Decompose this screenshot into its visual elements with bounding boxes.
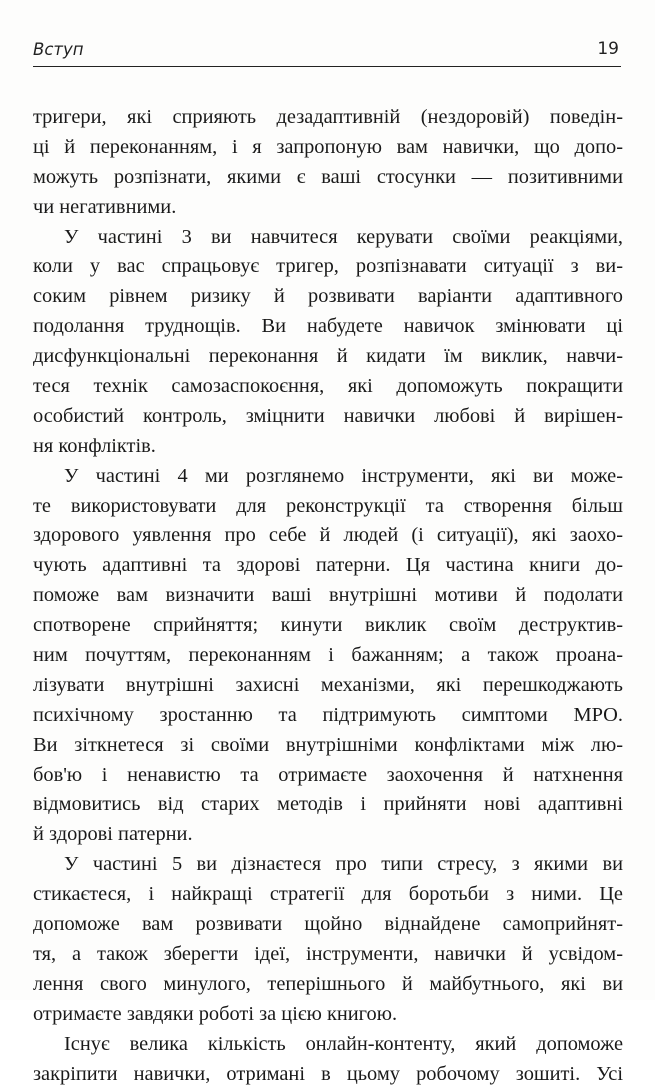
text-line: подолання труднощів. Ви набудете навичок змінювати ці — [33, 312, 623, 342]
text-line: поможе вам визначити ваші внутрішні мотиви й подолати — [33, 581, 623, 611]
text-line: ня конфліктів. — [33, 432, 623, 462]
text-line: У частині 3 ви навчитеся керувати своїми реакціями, — [33, 223, 623, 253]
text-line: коли у вас спрацьовує тригер, розпізнавати ситуації з ви- — [33, 252, 623, 282]
text-line: спотворене сприйняття; кинути виклик своїм деструктив- — [33, 611, 623, 641]
text-line: те використовувати для реконструкції та створення більш — [33, 492, 623, 522]
body-text — [33, 103, 623, 1089]
text-line: Існує велика кількість онлайн-контенту, який допоможе — [33, 1030, 623, 1060]
text-line: отримаєте завдяки роботі за цією книгою. — [33, 1000, 623, 1030]
text-line: чи негативними. — [33, 193, 623, 223]
text-line: допоможе вам розвивати щойно віднайдене самоприйнят- — [33, 910, 623, 940]
text-line: Ви зіткнетеся зі своїми внутрішніми конфліктами між лю- — [33, 731, 623, 761]
text-line: соким рівнем ризику й розвивати варіанти адаптивного — [33, 282, 623, 312]
section-title: Вступ — [33, 40, 84, 59]
text-line: дисфункціональні переконання й кидати їм виклик, навчи- — [33, 342, 623, 372]
text-line: відмовитись від старих методів і прийняти нові адаптивні — [33, 790, 623, 820]
text-line: здорового уявлення про себе й людей (і ситуації), які заохо- — [33, 521, 623, 551]
running-header — [33, 38, 621, 67]
text-line: закріпити навички, отримані в цьому робочому зошиті. Усі — [33, 1060, 623, 1089]
text-line: психічному зростанню та підтримують симптоми МРО. — [33, 701, 623, 731]
text-line: У частині 5 ви дізнаєтеся про типи стресу, з якими ви — [33, 850, 623, 880]
text-line: бов'ю і ненавистю та отримаєте заохочення й натхнення — [33, 761, 623, 791]
text-line: особистий контроль, зміцнити навички любові й вирішен- — [33, 402, 623, 432]
text-line: ним почуттям, переконанням і бажанням; а також проана- — [33, 641, 623, 671]
text-line: ці й переконанням, і я запропоную вам навички, що допо- — [33, 133, 623, 163]
page-number: 19 — [597, 39, 619, 59]
text-line: й здорові патерни. — [33, 820, 623, 850]
text-line: тя, а також зберегти ідеї, інструменти, навички й усвідом- — [33, 940, 623, 970]
text-line: чують адаптивні та здорові патерни. Ця частина книги до- — [33, 551, 623, 581]
text-line: стикаєтеся, і найкращі стратегії для боротьби з ними. Це — [33, 880, 623, 910]
text-line: теся технік самозаспокоєння, які допоможуть покращити — [33, 372, 623, 402]
text-line: лізувати внутрішні захисні механізми, які перешкоджають — [33, 671, 623, 701]
text-line: можуть розпізнати, якими є ваші стосунки — позитивними — [33, 163, 623, 193]
text-line: лення свого минулого, теперішнього й майбутнього, які ви — [33, 970, 623, 1000]
text-line: У частині 4 ми розглянемо інструменти, які ви може- — [33, 462, 623, 492]
text-line: тригери, які сприяють дезадаптивній (нездоровій) поведін- — [33, 103, 623, 133]
